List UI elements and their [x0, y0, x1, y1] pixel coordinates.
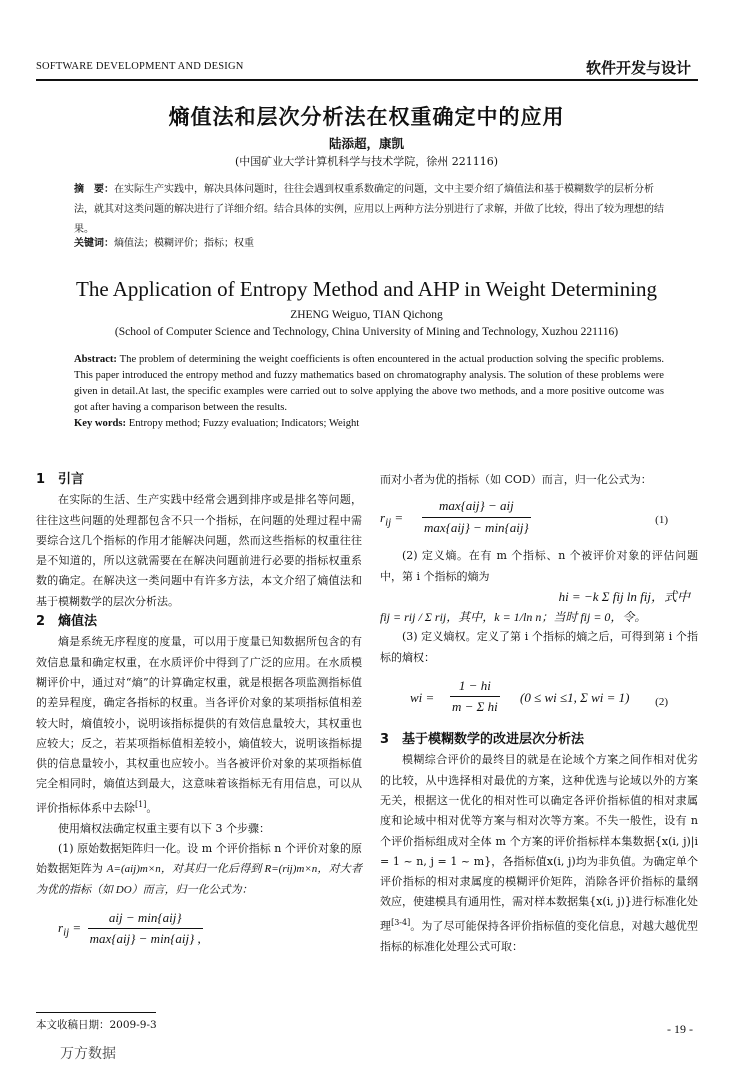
step-1-text-a: (1) 原始数据矩阵归一化。设 m 个评价指标 n 个评价对象的原始数据矩阵为 [36, 842, 362, 876]
title-cn: 熵值法和层次分析法在权重确定中的应用 [168, 105, 565, 129]
entropy-formula: hi = −k Σ fij ln fij，式中 [558, 588, 690, 604]
received-date-footnote: 本文收稿日期：2009-9-3 [36, 1019, 157, 1031]
affiliation-en: (School of Computer Science and Technology, China University of Mining and Technology, Xuzhou 221116) [114, 326, 619, 338]
steps-intro: 使用熵权法确定权重主要有以下 3 个步骤： [58, 821, 270, 835]
abstract-en-text: The problem of determining the weight coefficients is often encountered in the actual production solving the specific problems. This paper introduced the entropy method and fuzzy mathematics based on chromatography analysis. The solution of these problems were given in detail.At last, the specific examples were carried out to solve applying the above two methods, and a more positive outcome was got after having a comparison between the results. [74, 354, 664, 413]
abstract-cn-label: 摘 要： [74, 184, 114, 195]
eq1-numerator: max{aij} − aij [422, 496, 531, 517]
step-1-paragraph [36, 839, 362, 900]
section-3-text-end: 。为了尽可能保持各评价指标值的变化信息，对越大越优型指标的标准化处理公式可取： [380, 919, 699, 953]
normalization-formula: $r_{ij}$ = $\frac{\text{aij − min\{aij\}}}{\text{max\{aij\} − min\{aij\} ,}}$ [36, 908, 362, 950]
eq2-denominator: m − Σ hi [452, 699, 498, 715]
keywords-en [74, 418, 664, 429]
footnote-rule [36, 1012, 156, 1013]
equation-2 [380, 672, 698, 726]
journal-header-en: SOFTWARE DEVELOPMENT AND DESIGN [36, 61, 244, 72]
authors-en: ZHENG Weiguo, TIAN Qichong [290, 309, 443, 321]
abstract-en-label: Abstract: [74, 354, 117, 365]
eq1-denominator: max{aij} − min{aij} [424, 519, 529, 535]
eq2-condition: (0 ≤ wi ≤1, Σ wi = 1) [520, 690, 630, 706]
watermark: 万方数据 [60, 1046, 116, 1062]
eq1-number: (1) [655, 514, 668, 527]
journal-header-cn: 软件开发与设计 [585, 59, 691, 77]
abstract-cn [74, 180, 664, 240]
abstract-en [74, 352, 664, 416]
section-2-text: 熵是系统无序程度的度量，可以用于度量已知数据所包含的有效信息量和确定权重，在水质评价中得到了广泛的应用。在水质模糊评价中，通过对“熵”的计算确定权重，就是根据各项监测指标值的差异程度，确定各指标的权重。当各评价对象的某项指标值相差较大时，熵值较小，说明该指标提供的有效信息量较大，其权重也应较大；反之，若某项指标值相差较小，熵值较大，说明该指标提供的信息量较小，其权重也应较小。当各被评价对象的某项指标值完全相同时，熵值达到最大，这意味着该指标无有用信息，可以从评价指标体系中去除 [36, 635, 362, 815]
entropy-definition: (2) 定义熵。在有 m 个指标、n 个被评价对象的评估问题中，第 i 个指标的熵为 [380, 549, 698, 583]
section-1-paragraph: 在实际的生活、生产实践中经常会遇到排序或是排名等问题，往往这些问题的处理都包含不只一个指标，在问题的处理过程中需要综合这几个指标的作用才能解决问题，然而这些指标的权重往往是不知道的，所以这就需要在在解决问题前进行必要的指标权重系数的确定。在解决这一类问题中有许多方法，本文介绍了熵值法和基于模糊数学的层次分析法。 [36, 493, 362, 608]
keywords-en-label: Key words: [74, 418, 127, 429]
section-1-heading: 1 引言 [36, 472, 85, 487]
keywords-cn-label: 关键词： [74, 238, 114, 249]
step-1-text-b: A=(aij)m×n，对其归一化后得到 R=(rij)m×n，对大者为优的指标（如 DO）而言，归一化公式为： [36, 863, 362, 896]
title-en: The Application of Entropy Method and AHP in Weight Determining [76, 277, 657, 301]
right-column [380, 470, 698, 957]
citation-ref: [1] [135, 799, 147, 809]
affiliation-cn: (中国矿业大学计算机科学与技术学院，徐州 221116) [234, 155, 499, 168]
entropy-weight-definition: (3) 定义熵权。定义了第 i 个指标的熵之后，可得到第 i 个指标的熵权： [380, 630, 698, 664]
eq2-numerator: 1 − hi [450, 676, 500, 697]
formula-numerator: aij − min{aij} [88, 908, 203, 929]
header-rule [36, 79, 698, 81]
formula-denominator: max{aij} − min{aij} , [89, 931, 201, 947]
page-number: - 19 - [667, 1022, 693, 1036]
section-3-text: 模糊综合评价的最终目的就是在论域个方案之间作相对优劣的比较，从中选择相对最优的方案，这种优选与论域以外的方案无关，根据这一优化的相对性可以确定各评价指标值的相对隶属度和论域中相对优等方案与相对次等方案。不失一般性，设有 n 个评价指标组成对全体 m 个方案的评价指标样本集数据{x(i, j)|i = 1 ~ n, j = 1 ~ m}，各指标值x(i, j)均为非负值。为确定单个评价指标的相对隶属度的模糊评价矩阵，消除各评价指标的量纲效应，使建模具有通用性，需对样本数据集{x(i, j)}进行标准化处理 [380, 753, 698, 933]
left-column [36, 470, 362, 949]
section-2-paragraph: 熵是系统无序程度的度量，可以用于度量已知数据所包含的有效信息量和确定权重，在水质评价中得到了广泛的应用。在水质模糊评价中，通过对“熵”的计算确定权重，就是根据各项监测指标值的差异程度，确定各指标的权重。当各评价对象的某项指标值相差较大时，熵值较小，说明该指标提供的有效信息量较大，其权重也应较大；反之，若某项指标值相差较小，熵值较大，说明该指标提供的信息量较小，其权重也应较小。当各被评价对象的某项指标值完全相同时，熵值达到最大，这意味着该指标无有用信息，可以从评价指标体系中去除[1]。 [36, 635, 362, 815]
min-better-intro: 而对小者为优的指标（如 COD）而言，归一化公式为： [380, 473, 652, 486]
eq2-number: (2) [655, 696, 668, 709]
equation-1: $r_{ij}$ = max{aij} − aij max{aij} − min{aij} (1) [380, 496, 698, 540]
fij-formula: fij = rij / Σ rij，其中，k = 1/ln n；当时 fij = 0，令。 [380, 610, 647, 625]
keywords-en-text: Entropy method; Fuzzy evaluation; Indicators; Weight [128, 418, 360, 429]
authors-cn: 陆添超，康凯 [328, 136, 404, 151]
section-3-heading: 3 基于模糊数学的改进层次分析法 [380, 732, 585, 748]
citation-ref-2: [3-4] [391, 917, 411, 927]
eq2-lhs: wi = [410, 690, 435, 706]
section-3-paragraph [380, 750, 698, 957]
keywords-cn-text: 熵值法；模糊评价；指标；权重 [114, 238, 254, 249]
abstract-cn-text: 在实际生产实践中，解决具体问题时，往往会遇到权重系数确定的问题，文中主要介绍了熵值法和基于模糊数学的层析分析法，就其对这类问题的解决进行了详细介绍。结合具体的实例，应用以上两种方法分别进行了求解，并做了比较，得出了较为理想的结果。 [74, 184, 664, 235]
keywords-cn [74, 234, 664, 249]
section-2-heading: 2 熵值法 [36, 614, 98, 630]
